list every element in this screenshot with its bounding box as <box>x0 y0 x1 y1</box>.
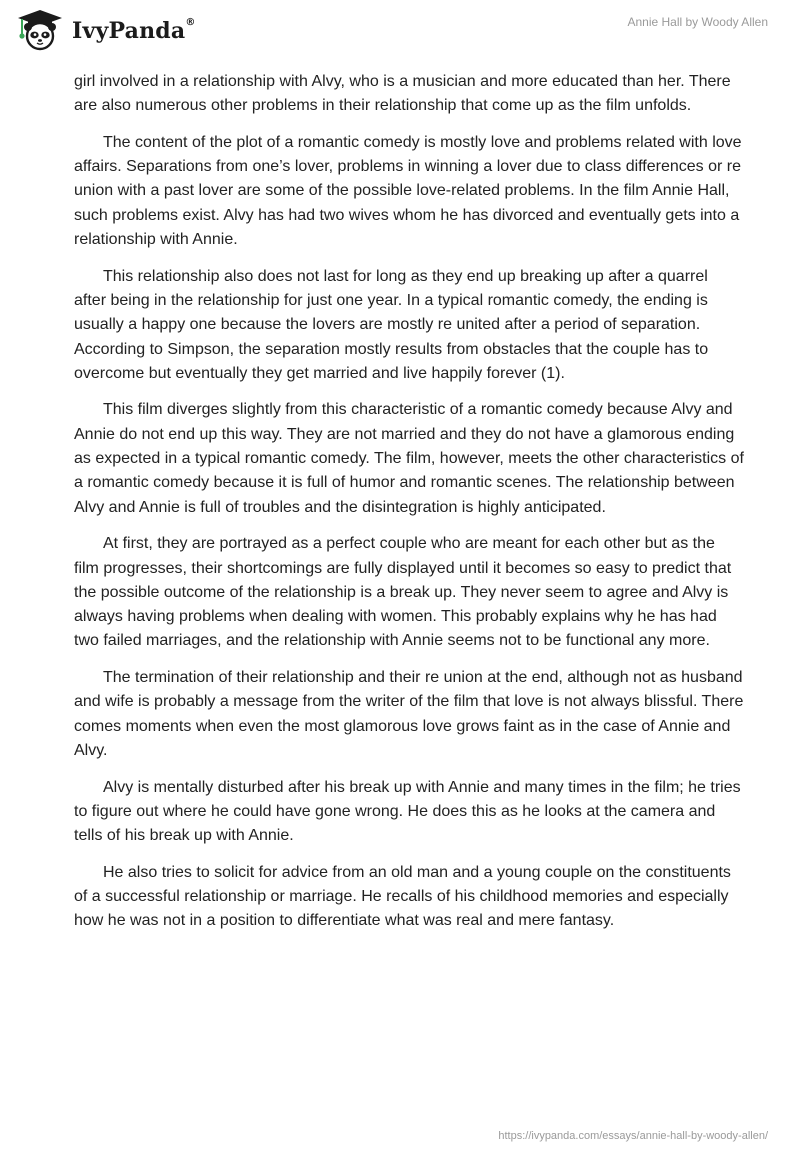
paragraph-7: Alvy is mentally disturbed after his break up with Annie and many times in the film; he tries to figure out where he could have gone wrong. He does this as he looks at the camera and tells of his break up with Annie. <box>74 778 741 845</box>
brand-name: IvyPanda® <box>72 17 196 44</box>
paragraph-3: This relationship also does not last for long as they end up breaking up after a quarrel after being in the relationship for just one year. In a typical romantic comedy, the ending is usually a happy one because the lovers are mostly re united after a period of separation. According to Simpson, the separation mostly results from obstacles that the couple has to overcome but eventually they get married and live happily forever (1). <box>74 267 709 382</box>
paragraph-5: At first, they are portrayed as a perfect couple who are meant for each other but as the film progresses, their shortcomings are fully displayed until it becomes so easy to predict that the possible outcome of the relationship is a break up. They never seem to agree and Alvy is always having problems when dealing with women. This probably explains why he has had two failed marriages, and the relationship with Annie seems not to be functional any more. <box>74 535 732 650</box>
paragraph-2: The content of the plot of a romantic comedy is mostly love and problems related with love affairs. Separations from one’s lover, problems in winning a lover due to class differences or re union with a past lover are some of the possible love-related problems. In the film Annie Hall, such problems exist. Alvy has had two wives whom he has divorced and eventually gets into a relationship with Annie. <box>74 133 742 249</box>
panda-graduation-cap-icon <box>14 8 66 52</box>
ivypanda-logo[interactable] <box>14 8 196 52</box>
page-header <box>0 0 800 66</box>
paragraph-1: girl involved in a relationship with Alvy, who is a musician and more educated than her. There are also numerous other problems in their relationship that come up as the film unfolds. <box>74 73 731 115</box>
essay-body <box>74 70 744 946</box>
source-url[interactable]: https://ivypanda.com/essays/annie-hall-by-woody-allen/ <box>498 1130 768 1142</box>
document-title: Annie Hall by Woody Allen <box>627 15 768 29</box>
registered-mark: ® <box>185 17 196 28</box>
paragraph-4: This film diverges slightly from this characteristic of a romantic comedy because Alvy and Annie do not end up this way. They are not married and they do not have a glamorous ending as expected in a typical romantic comedy. The film, however, meets the other characteristics of a romantic comedy because it is full of humor and romantic scenes. The relationship between Alvy and Annie is full of troubles and the disintegration is highly anticipated. <box>74 401 744 516</box>
paragraph-6: The termination of their relationship and their re union at the end, although not as husband and wife is probably a message from the writer of the film that love is not always blissful. There comes moments when even the most glamorous love grows faint as in the case of Annie and Alvy. <box>74 669 744 759</box>
paragraph-8: He also tries to solicit for advice from an old man and a young couple on the constituents of a successful relationship or marriage. He recalls of his childhood memories and especially how he was not in a position to differentiate what was real and mere fantasy. <box>74 863 731 930</box>
